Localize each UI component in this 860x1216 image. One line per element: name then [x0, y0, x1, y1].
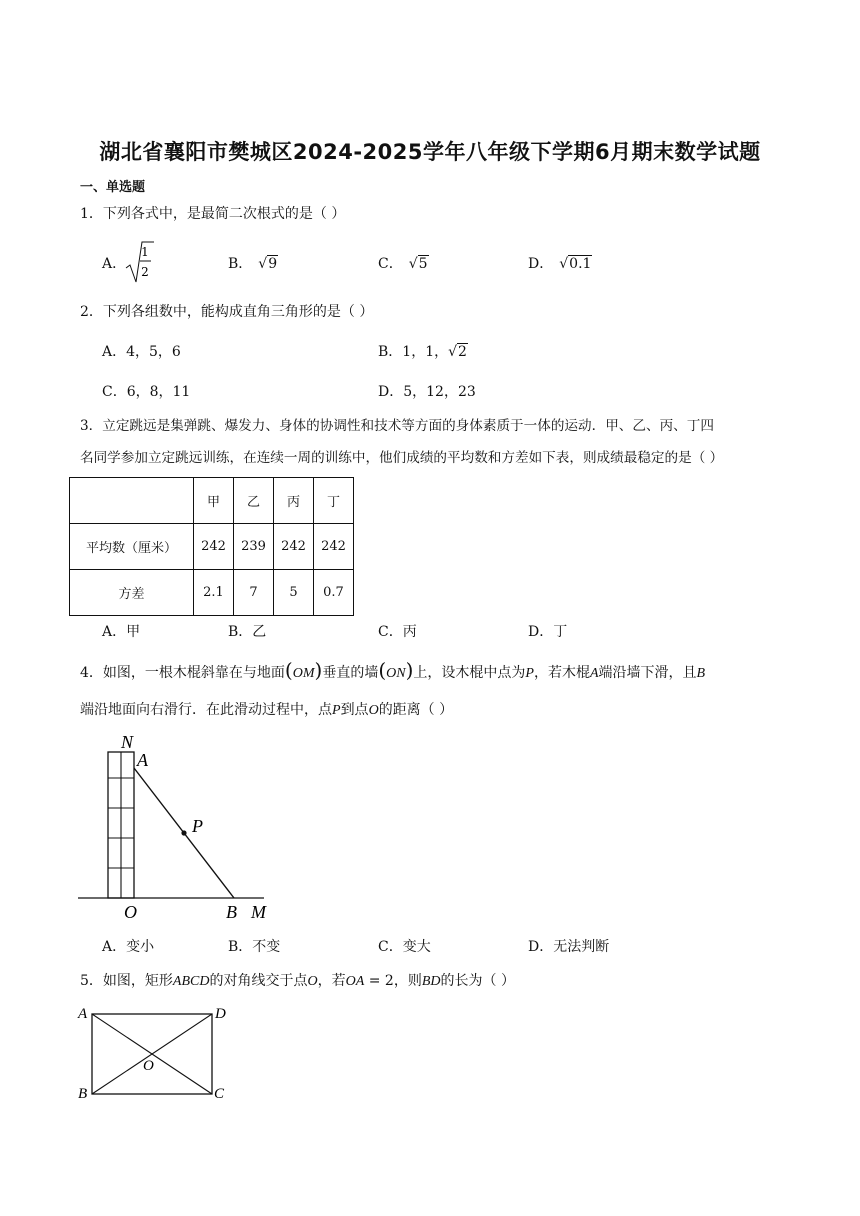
q4-a: A: [589, 666, 599, 681]
q4-option-d: D．无法判断: [528, 939, 610, 955]
q1-option-c-value: 5: [418, 256, 428, 272]
table-header-bing: 丙: [274, 478, 314, 524]
q1-option-c-label: C．: [378, 256, 403, 272]
q5-bd: BD: [421, 974, 441, 989]
q1-a-denominator: 2: [141, 265, 149, 279]
question-5-stem: [80, 971, 515, 992]
table-cell: 5: [274, 570, 314, 616]
q2-option-d: D．5，12，23: [378, 384, 476, 400]
q1-option-b-label: B．: [228, 256, 253, 272]
question-3-line-2: 名同学参加立定跳远训练，在连续一周的训练中，他们成绩的平均数和方差如下表，则成绩最稳定的是（ ）: [80, 450, 724, 466]
table-cell: 242: [194, 524, 234, 570]
q4-option-c: C．变大: [378, 939, 431, 955]
q4-text: 的距离（ ）: [378, 702, 454, 718]
table-cell: 2.1: [194, 570, 234, 616]
q4-text: 垂直的墙: [322, 665, 379, 681]
q1-option-d: D． √0.1: [528, 256, 592, 272]
table-cell: 0.7: [314, 570, 354, 616]
table-header-jia: 甲: [194, 478, 234, 524]
q3-option-a: A．甲: [102, 624, 141, 640]
table-row: [70, 524, 354, 570]
q5-label-o: O: [143, 1058, 154, 1074]
q5-text: 5．如图，矩形: [80, 973, 173, 989]
q3-option-c: C．丙: [378, 624, 417, 640]
q4-text: 到点: [340, 702, 369, 718]
table-header-row: [70, 478, 354, 524]
q4-option-a: A．变小: [102, 939, 155, 955]
q4-text: 端沿墙下滑，且: [598, 665, 697, 681]
table-header-yi: 乙: [234, 478, 274, 524]
section-heading: 一、单选题: [80, 180, 146, 195]
q5-rectangle-figure: [74, 1002, 244, 1106]
q5-text: 的对角线交于点: [209, 973, 308, 989]
q5-text: 的长为（ ）: [440, 973, 515, 989]
q4-label-a: A: [137, 750, 148, 770]
table-cell: 7: [234, 570, 274, 616]
q5-abcd: ABCD: [172, 974, 210, 989]
q3-data-table: [69, 477, 354, 616]
q2-option-a: A．4，5，6: [102, 344, 181, 360]
q5-o: O: [307, 974, 318, 989]
q4-text: 4．如图，一根木棍斜靠在与地面: [80, 665, 285, 681]
question-1-stem: 1．下列各式中，是最简二次根式的是（ ）: [80, 206, 346, 222]
q5-oa: OA: [345, 974, 365, 989]
q5-text: ，则: [393, 973, 422, 989]
q3-option-d: D．丁: [528, 624, 568, 640]
q4-label-m: M: [251, 902, 266, 922]
q2-option-b: B．1，1，√2: [378, 344, 467, 360]
q1-option-a-label: A．: [102, 256, 127, 272]
q4-text: 上，设木棍中点为: [413, 665, 526, 681]
table-cell: [70, 478, 194, 524]
q1-option-d-label: D．: [528, 256, 554, 272]
q4-label-p: P: [192, 816, 203, 836]
q4-option-b: B．不变: [228, 939, 281, 955]
q2-option-b-sqrt: 2: [458, 344, 467, 360]
q4-text: 端沿地面向右滑行．在此滑动过程中，点: [80, 702, 332, 718]
q5-label-c: C: [214, 1086, 225, 1102]
q5-text: ，若: [317, 973, 346, 989]
table-cell: 242: [314, 524, 354, 570]
question-2-stem: 2．下列各组数中，能构成直角三角形的是（ ）: [80, 304, 374, 320]
table-row-label: 平均数（厘米）: [70, 524, 194, 570]
q4-p: P: [525, 666, 534, 681]
q4-ladder-figure: [74, 728, 284, 924]
table-row-label: 方差: [70, 570, 194, 616]
document-title: 湖北省襄阳市樊城区2024-2025学年八年级下学期6月期末数学试题: [99, 140, 761, 164]
q1-option-a: [102, 254, 126, 274]
question-3-line-1: 3．立定跳远是集弹跳、爆发力、身体的协调性和技术等方面的身体素质于一体的运动．甲、乙、丙、丁四: [80, 418, 714, 434]
q5-equation: = 2: [364, 973, 394, 989]
table-cell: 242: [274, 524, 314, 570]
q4-text: ，若木棍: [533, 665, 590, 681]
table-row: [70, 570, 354, 616]
q4-label-o: O: [124, 902, 137, 922]
q1-option-a-radical: [124, 238, 154, 286]
table-cell: 239: [234, 524, 274, 570]
question-4-line-2: [80, 700, 453, 721]
q1-a-numerator: 1: [141, 245, 149, 259]
table-header-ding: 丁: [314, 478, 354, 524]
q1-option-d-value: 0.1: [569, 256, 592, 272]
q4-b: B: [696, 666, 706, 681]
q4-label-n: N: [121, 732, 134, 752]
q5-label-a: A: [78, 1006, 88, 1022]
q5-label-b: B: [78, 1086, 88, 1102]
q2-option-b-prefix: B．1，1，: [378, 344, 449, 360]
q3-option-b: B．乙: [228, 624, 267, 640]
question-4-line-1: 4．如图，一根木棍斜靠在与地面(OM)垂直的墙(ON)上，设木棍中点为P，若木棍A端沿墙下滑，且B: [80, 658, 706, 682]
q4-label-b: B: [226, 902, 237, 922]
q2-option-c: C．6，8，11: [102, 384, 191, 400]
q4-o: O: [368, 703, 379, 718]
q1-option-b-value: 9: [268, 256, 278, 272]
q5-label-d: D: [215, 1006, 226, 1022]
q4-om: OM: [292, 666, 315, 681]
q1-option-c: C． √5: [378, 256, 428, 272]
q4-p: P: [332, 703, 341, 718]
q4-on: ON: [386, 666, 406, 681]
q1-option-b: B． √9: [228, 256, 278, 272]
